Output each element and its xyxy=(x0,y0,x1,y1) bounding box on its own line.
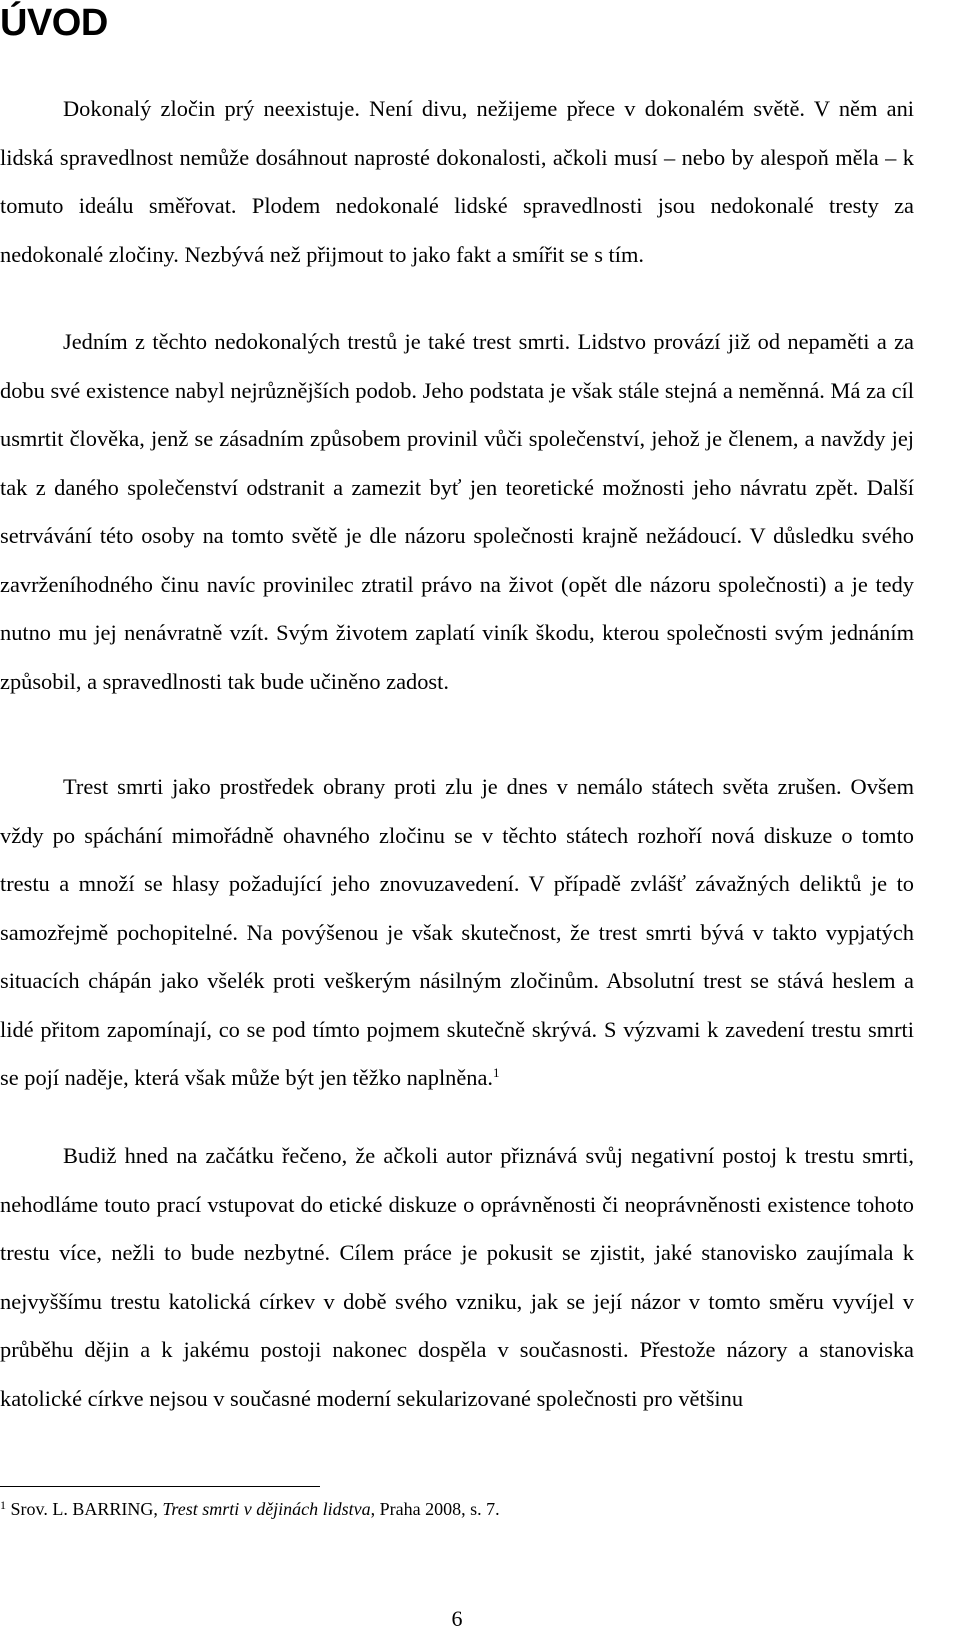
paragraph-intro xyxy=(0,85,914,279)
footnote xyxy=(0,1497,914,1521)
footnote-suffix: , Praha 2008, s. 7. xyxy=(370,1499,500,1519)
footnote-reference: 1 xyxy=(493,1065,500,1080)
paragraph-death-penalty-text: Jedním z těchto nedokonalých trestů je také trest smrti. Lidstvo provází již od nepaměti a za dobu své existence nabyl nejrůznějších podob. Jeho podstata je však stále stejná a neměnná. Má za cíl usmrtit člověka, jenž se zásadním způsobem provinil vůči společenství, jehož je členem, a navždy jej tak z daného společenství odstranit a zamezit byť jen teoretické možnosti jeho návratu zpět. Další setrvávání této osoby na tomto světě je dle názoru společnosti krajně nežádoucí. V důsledku svého zavrženíhodného činu navíc provinilec ztratil právo na život (opět dle názoru společnosti) a je tedy nutno mu jej nenávratně vzít. Svým životem zaplatí viník škodu, kterou společnosti svým jednáním způsobil, a spravedlnosti tak bude učiněno zadost. xyxy=(0,329,914,694)
paragraph-aim-text: Budiž hned na začátku řečeno, že ačkoli autor přiznává svůj negativní postoj k trestu smrti, nehodláme touto prací vstupovat do etické diskuze o oprávněnosti či neoprávněnosti existence tohoto trestu více, nežli to bude nezbytné. Cílem práce je pokusit se zjistit, jaké stanovisko zaujímala k nejvyššímu trestu katolická církev v době svého vzniku, jak se její názor v tomto směru vyvíjel v průběhu dějin a k jakému postoji nakonec dospěla v současnosti. Přestože názory a stanoviska katolické církve nejsou v současné moderní sekularizované společnosti pro většinu xyxy=(0,1143,914,1411)
paragraph-intro-text: Dokonalý zločin prý neexistuje. Není divu, nežijeme přece v dokonalém světě. V něm ani lidská spravedlnost nemůže dosáhnout naprosté dokonalosti, ačkoli musí – nebo by alespoň měla – k tomuto ideálu směřovat. Plodem nedokonalé lidské spravedlnosti jsou nedokonalé tresty za nedokonalé zločiny. Nezbývá než přijmout to jako fakt a smířit se s tím. xyxy=(0,96,914,267)
footnote-separator xyxy=(0,1486,320,1487)
footnote-book-title: Trest smrti v dějinách lidstva xyxy=(162,1499,371,1519)
chapter-heading: ÚVOD xyxy=(0,2,108,44)
paragraph-abolition-text: Trest smrti jako prostředek obrany proti zlu je dnes v nemálo státech světa zrušen. Ovšem vždy po spáchání mimořádně ohavného zločinu se v těchto státech rozhoří nová diskuze o tomto trestu a množí se hlasy požadující jeho znovuzavedení. V případě zvlášť závažných deliktů je to samozřejmě pochopitelné. Na povýšenou je však skutečnost, že trest smrti bývá v takto vypjatých situacích chápán jako všelék proti veškerým násilným zločinům. Absolutní trest se stává heslem a lidé přitom zapomínají, co se pod tímto pojmem skutečně skrývá. S výzvami k zavedení trestu smrti se pojí naděje, která však může být jen těžko naplněna. xyxy=(0,774,914,1090)
footnote-number: 1 xyxy=(0,1498,6,1512)
footnote-prefix: Srov. L. BARRING, xyxy=(10,1499,163,1519)
paragraph-abolition xyxy=(0,763,914,1103)
paragraph-aim xyxy=(0,1132,914,1423)
paragraph-death-penalty xyxy=(0,318,914,706)
page-number: 6 xyxy=(451,1606,463,1631)
